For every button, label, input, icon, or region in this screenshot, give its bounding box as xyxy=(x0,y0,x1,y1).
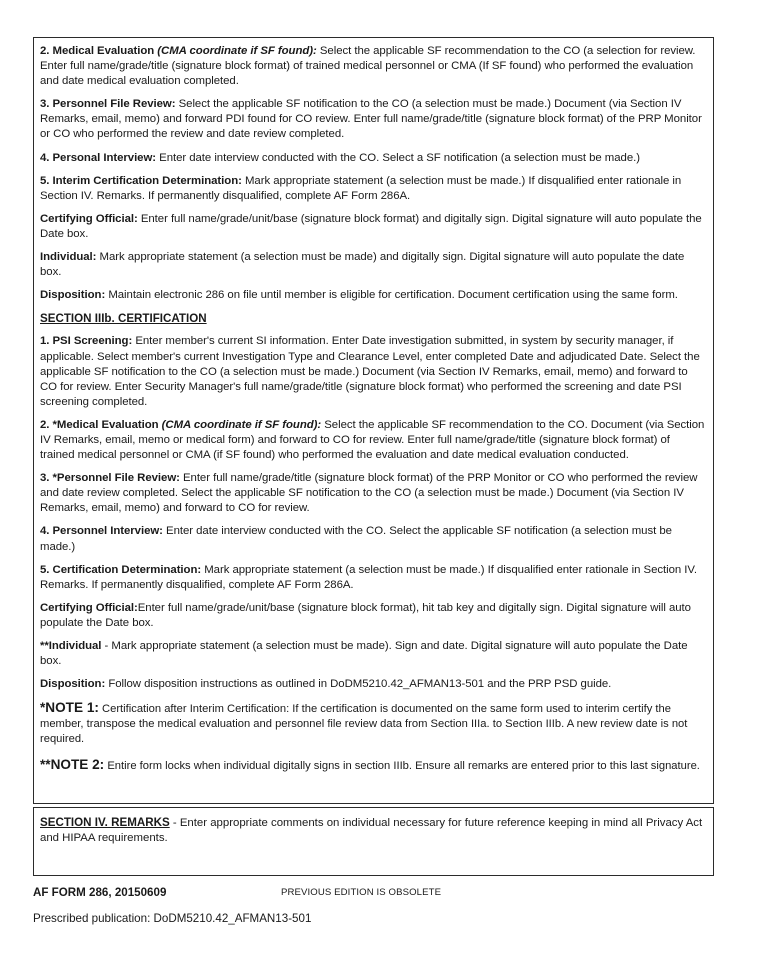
instruction-text: Enter full name/grade/title (signature block format) of the PRP Monitor or CO who performed the review and date review completed. Select the applicable SF notification to the CO (a selection must be made.) Document (via Section IV Remarks, email, memo) and forward to CO for review. xyxy=(40,472,698,515)
instruction-text: Select the applicable SF notification to the CO (a selection must be made.) Document (via Section IV Remarks, email, memo) and forward PDI found for CO review. Enter full name/grade/title (signature block format) of the PRP Monitor or CO who performed the review and date review completed. xyxy=(40,98,702,141)
footer-row xyxy=(33,886,714,906)
instruction-text: Maintain electronic 286 on file until member is eligible for certification. Document certification using the same form. xyxy=(105,289,678,302)
instruction-label: 5. Certification Determination: xyxy=(40,563,202,576)
instruction-medical-evaluation-iiib xyxy=(40,418,705,463)
instruction-certifying-official-iiia xyxy=(40,212,705,242)
instruction-psi-screening xyxy=(40,334,705,409)
instruction-label: 3. *Personnel File Review: xyxy=(40,472,180,485)
instruction-text: Follow disposition instructions as outlined in DoDM5210.42_AFMAN13-501 and the PRP PSD guide. xyxy=(105,678,612,691)
section-iv-text: - Enter appropriate comments on individual necessary for future reference keeping in mind all Privacy Act and HIPAA requirements. xyxy=(40,816,703,844)
instruction-label-italic: (CMA coordinate if SF found): xyxy=(161,418,322,431)
section-iiib-heading xyxy=(40,311,705,326)
prescribed-publication: Prescribed publication: DoDM5210.42_AFMAN13-501 xyxy=(33,911,312,925)
instruction-label: Individual: xyxy=(40,251,97,264)
instruction-label: 2. Medical Evaluation xyxy=(40,45,158,57)
instruction-label: Certifying Official: xyxy=(40,212,138,225)
instruction-personal-interview-iiia xyxy=(40,151,705,166)
form-number: AF FORM 286, 20150609 xyxy=(33,885,167,899)
instruction-certification-determination xyxy=(40,563,705,593)
section-iiib-heading-label: SECTION IIIb. CERTIFICATION xyxy=(40,312,207,326)
box-bottom-spacer xyxy=(40,783,705,799)
instruction-label: 5. Interim Certification Determination: xyxy=(40,174,242,187)
instruction-personnel-file-review-iiia xyxy=(40,97,705,142)
note-2-tag: **NOTE 2: xyxy=(40,756,105,772)
note-1 xyxy=(40,700,705,747)
instruction-text: Enter date interview conducted with the CO. Select the applicable SF notification (a selection must be made.) xyxy=(40,525,672,553)
instruction-text: Enter member's current SI information. Enter Date investigation submitted, in system by security manager, if applicable. Select member's current Investigation Type and Clearance Level, enter completed Date and adjudicated Date. Select the applicable SF notification to the CO (a selection must be made.) Document (via Section IV Remarks, email, memo) and forward to CO for review. Enter Security Manager's full name/grade/title (signature block format) who performed the screening and date PSI screening completed. xyxy=(40,335,700,408)
instruction-interim-certification-determination xyxy=(40,174,705,204)
instruction-label: **Individual xyxy=(40,640,102,652)
instruction-label-italic: (CMA coordinate if SF found): xyxy=(157,45,317,57)
instruction-text: Enter full name/grade/unit/base (signature block format), hit tab key and digitally sign. Digital signature will auto populate the Date box. xyxy=(40,601,691,629)
instruction-label: 1. PSI Screening: xyxy=(40,335,133,348)
note-2-text: Entire form locks when individual digitally signs in section IIIb. Ensure all remarks are entered prior to this last signature. xyxy=(104,759,700,772)
instruction-personnel-file-review-iiib xyxy=(40,471,705,516)
instruction-label: 4. Personnel Interview: xyxy=(40,525,163,538)
note-2 xyxy=(40,757,705,774)
form-footer xyxy=(33,886,714,932)
instruction-medical-evaluation-iiia xyxy=(40,44,705,89)
instruction-text: Select the applicable SF recommendation to the CO. Document (via Section IV Remarks, email, memo or medical form) and forward to CO for review. Enter full name/grade/title (signature block format) of trained medical personnel or CMA (if SF found) who performed the evaluation and date medical evaluation conducted. xyxy=(40,418,705,462)
instruction-label: 3. Personnel File Review: xyxy=(40,98,176,111)
note-1-tag: *NOTE 1: xyxy=(40,700,99,716)
instruction-label: 2. *Medical Evaluation xyxy=(40,418,162,431)
instruction-individual-iiia xyxy=(40,250,705,280)
instruction-text: Mark appropriate statement (a selection must be made.) If disqualified enter rationale in Section IV. Remarks. If permanently disqualified, complete AF Form 286A. xyxy=(40,174,682,202)
instruction-text: Select the applicable SF recommendation to the CO (a selection for review. Enter full name/grade/title (signature block format) of trained medical personnel or CMA (If SF found) who performed the evaluation and date medical evaluation completed. xyxy=(40,45,696,88)
instruction-text: Mark appropriate statement (a selection must be made.) If disqualified enter rationale in Section IV. Remarks. If permanently disqualified, complete AF Form 286A. xyxy=(40,563,698,591)
instruction-text: Mark appropriate statement (a selection must be made) and digitally sign. Digital signature will auto populate the date box. xyxy=(40,251,685,279)
instruction-individual-iiib xyxy=(40,639,705,669)
instruction-label: Disposition: xyxy=(40,289,106,302)
instruction-certifying-official-iiib xyxy=(40,601,705,631)
instruction-personnel-interview-iiib xyxy=(40,524,705,554)
section-iv-heading-label: SECTION IV. REMARKS xyxy=(40,815,170,829)
instruction-text: - Mark appropriate statement (a selection must be made). Sign and date. Digital signature will auto populate the Date box. xyxy=(40,640,688,668)
section-iv-remarks xyxy=(40,815,705,846)
previous-edition-notice: PREVIOUS EDITION IS OBSOLETE xyxy=(281,886,442,898)
instruction-label: 4. Personal Interview: xyxy=(40,151,157,164)
note-1-text: Certification after Interim Certification: If the certification is documented on the same form used to interim certify the member, transpose the medical evaluation and personnel file review data from Section IIIa. to Section IIIb. A new review date is not required. xyxy=(40,703,688,746)
instruction-disposition-iiib xyxy=(40,677,705,692)
instruction-disposition-iiia xyxy=(40,288,705,303)
instruction-label: Certifying Official: xyxy=(40,601,138,614)
instruction-label: Disposition: xyxy=(40,678,106,691)
instructions-box xyxy=(33,37,714,804)
instruction-text: Enter date interview conducted with the CO. Select a SF notification (a selection must be made.) xyxy=(156,151,640,164)
instruction-text: Enter full name/grade/unit/base (signature block format) and digitally sign. Digital signature will auto populate the Date box. xyxy=(40,212,702,240)
remarks-box[interactable] xyxy=(33,807,714,876)
